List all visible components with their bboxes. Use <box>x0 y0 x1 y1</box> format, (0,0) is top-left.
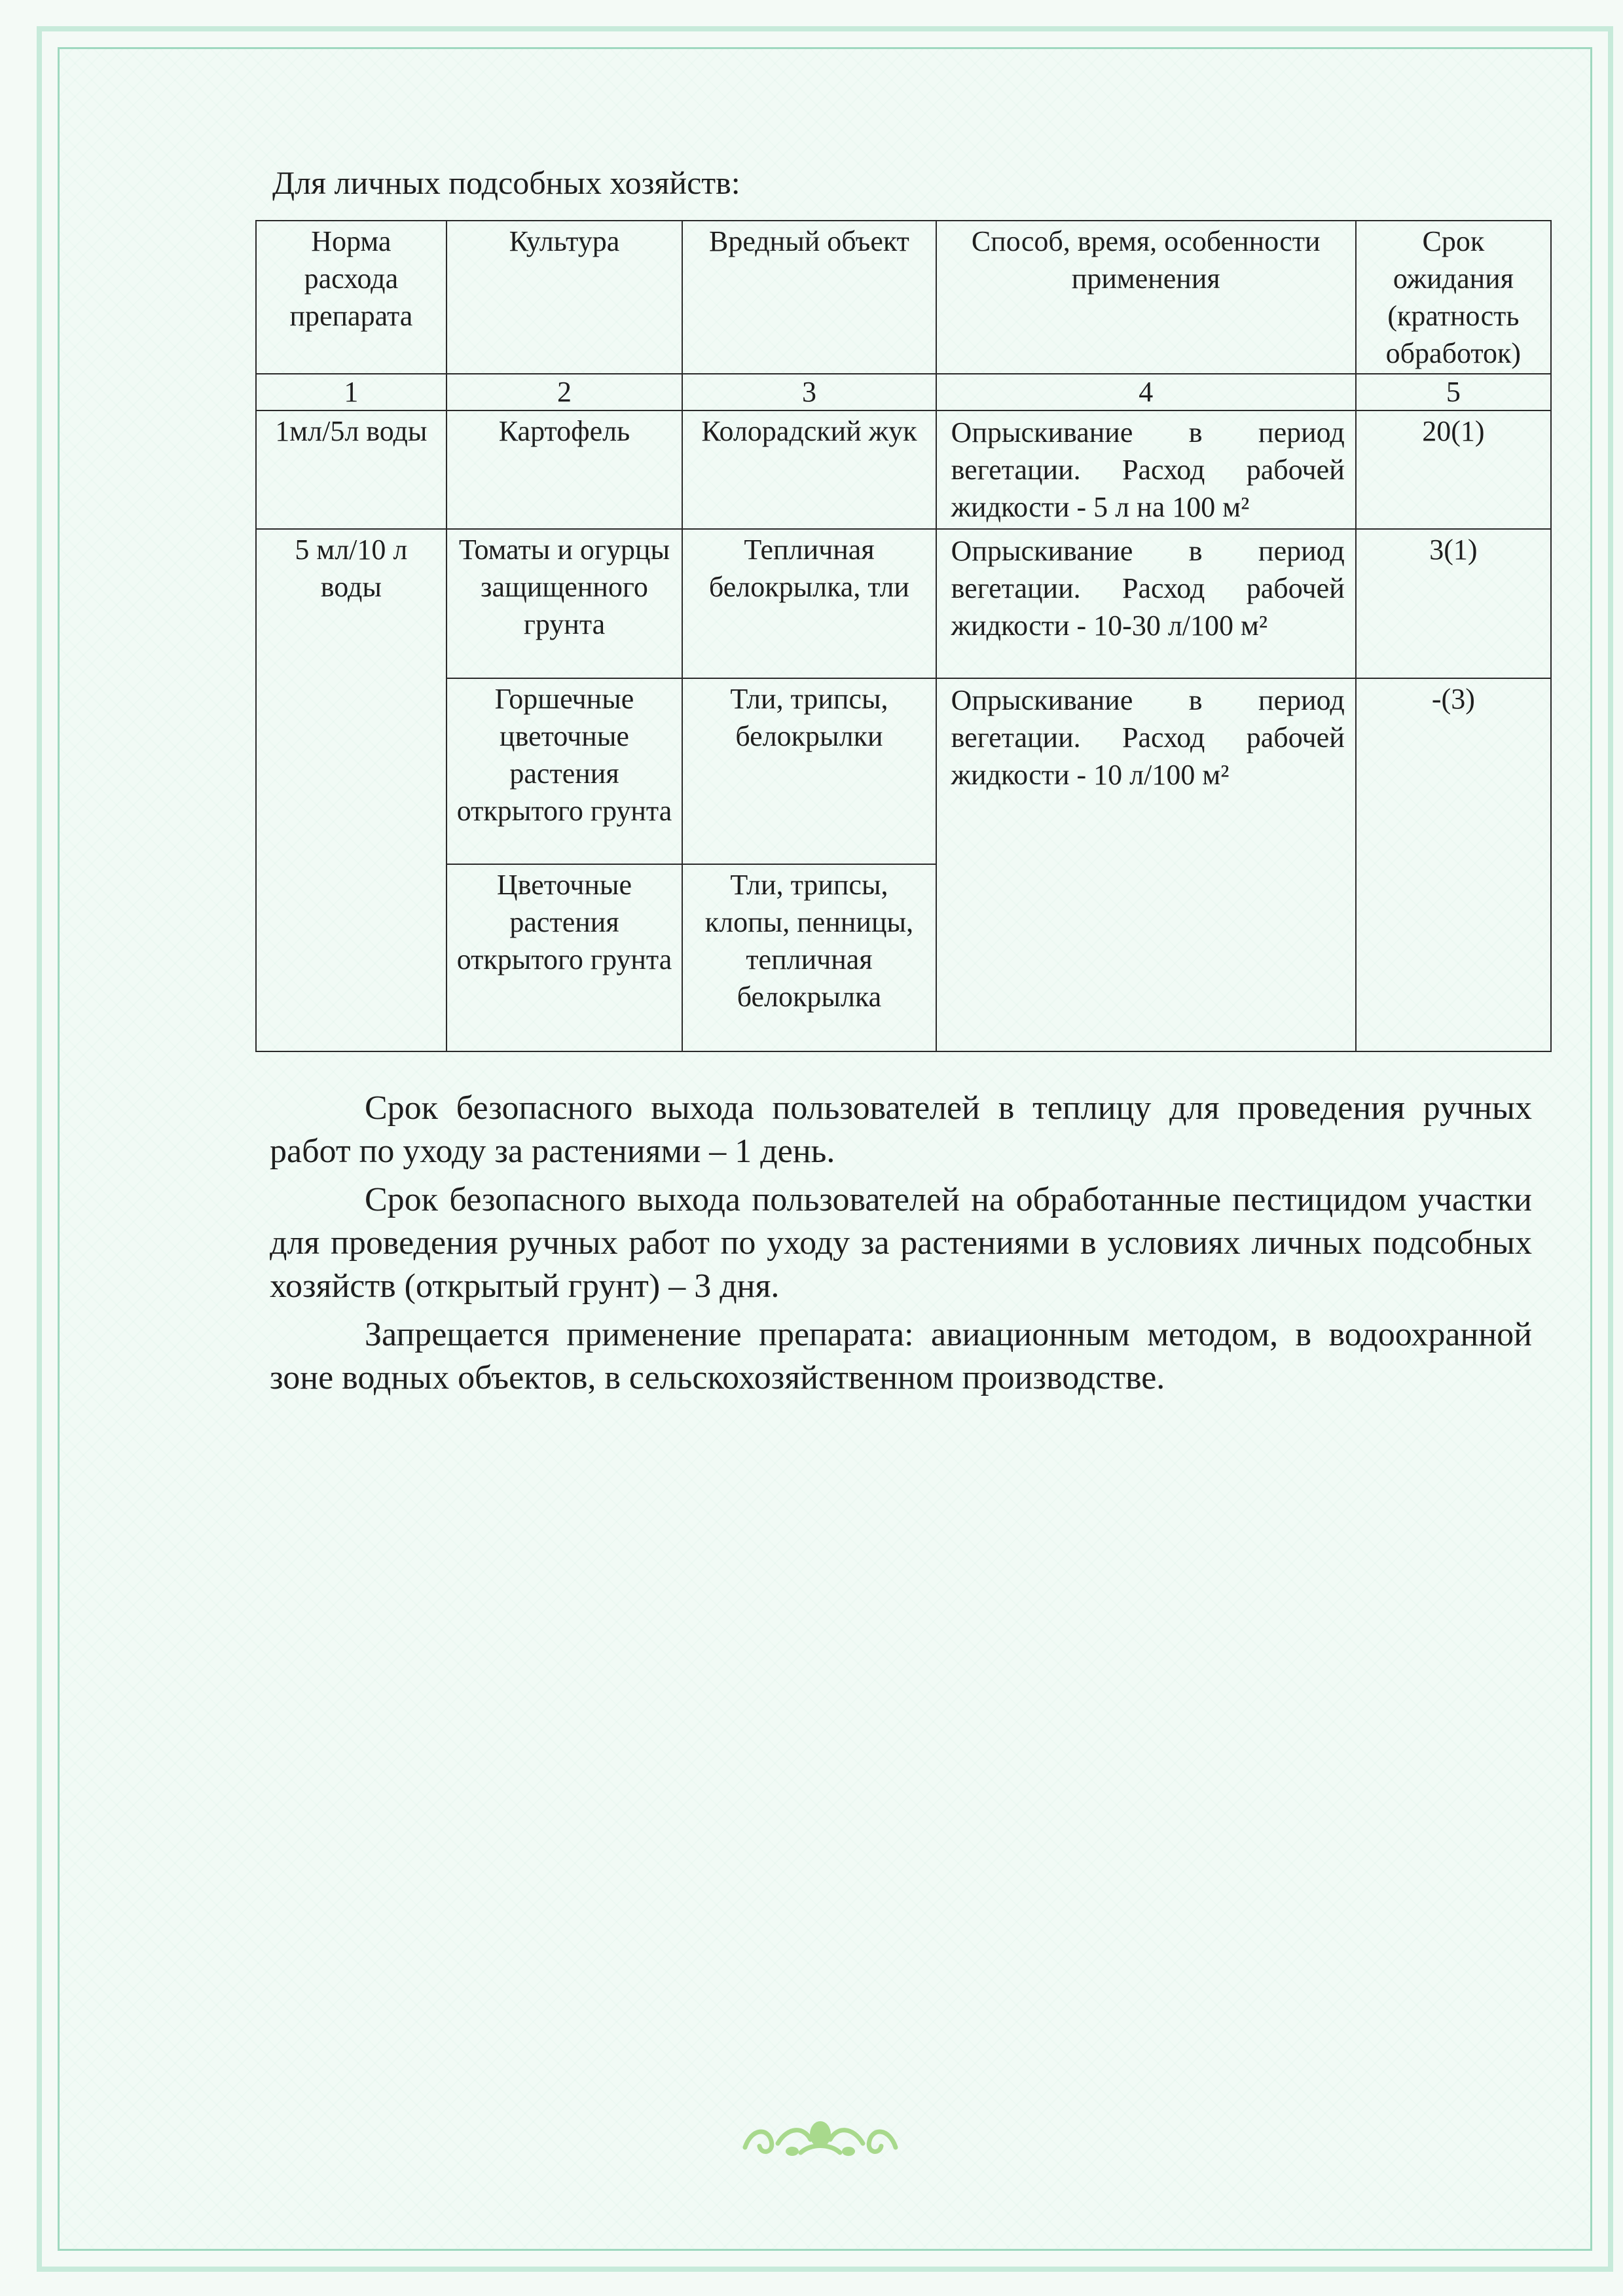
cell-crop: Томаты и огурцы защищенного грунта <box>447 529 683 678</box>
cell-pest: Колорадский жук <box>682 410 936 529</box>
cell-wait: 20(1) <box>1356 410 1551 529</box>
cell-crop: Картофель <box>447 410 683 529</box>
header-pest: Вредный объект <box>682 221 936 374</box>
paragraph: Запрещается применение препарата: авиационным методом, в водоохранной зоне водных объектов, в сельскохозяйственном производстве. <box>270 1316 1532 1396</box>
header-crop: Культура <box>447 221 683 374</box>
paragraph: Срок безопасного выхода пользователей на обработанные пестицидом участки для проведения ручных работ по уходу за растениями в условиях личных подсобных хозяйств (открытый грунт) – 3 дня. <box>270 1181 1532 1305</box>
table-row <box>256 678 1551 864</box>
column-number-row <box>256 374 1551 410</box>
header-method: Способ, время, особенности применения <box>936 221 1356 374</box>
application-table <box>255 220 1552 1052</box>
cell-wait: 3(1) <box>1356 529 1551 678</box>
paragraph: Срок безопасного выхода пользователей в теплицу для проведения ручных работ по уходу за растениями – 1 день. <box>270 1089 1532 1170</box>
column-number: 1 <box>256 374 447 410</box>
column-number: 3 <box>682 374 936 410</box>
section-heading: Для личных подсобных хозяйств: <box>272 164 740 201</box>
table-row <box>256 410 1551 529</box>
table-header-row <box>256 221 1551 374</box>
cell-crop: Цветочные растения открытого грунта <box>447 864 683 1051</box>
header-wait: Срок ожидания (кратность обработок) <box>1356 221 1551 374</box>
decorative-ornament <box>739 2115 902 2163</box>
cell-rate: 1мл/5л воды <box>256 410 447 529</box>
cell-method: Опрыскивание в период вегетации. Расход рабочей жидкости - 10-30 л/100 м² <box>936 529 1356 678</box>
column-number: 5 <box>1356 374 1551 410</box>
cell-wait: -(3) <box>1356 678 1551 1051</box>
table-row <box>256 529 1551 678</box>
cell-rate: 5 мл/10 л воды <box>256 529 447 1051</box>
column-number: 2 <box>447 374 683 410</box>
body-text <box>270 1087 1532 1405</box>
header-rate: Норма расхода препарата <box>256 221 447 374</box>
cell-pest: Тепличная белокрылка, тли <box>682 529 936 678</box>
cell-crop: Горшечные цветочные растения открытого грунта <box>447 678 683 864</box>
cell-method: Опрыскивание в период вегетации. Расход рабочей жидкости - 5 л на 100 м² <box>936 410 1356 529</box>
column-number: 4 <box>936 374 1356 410</box>
cell-method: Опрыскивание в период вегетации. Расход рабочей жидкости - 10 л/100 м² <box>936 678 1356 1051</box>
cell-pest: Тли, трипсы, белокрылки <box>682 678 936 864</box>
cell-pest: Тли, трипсы, клопы, пенницы, тепличная белокрылка <box>682 864 936 1051</box>
